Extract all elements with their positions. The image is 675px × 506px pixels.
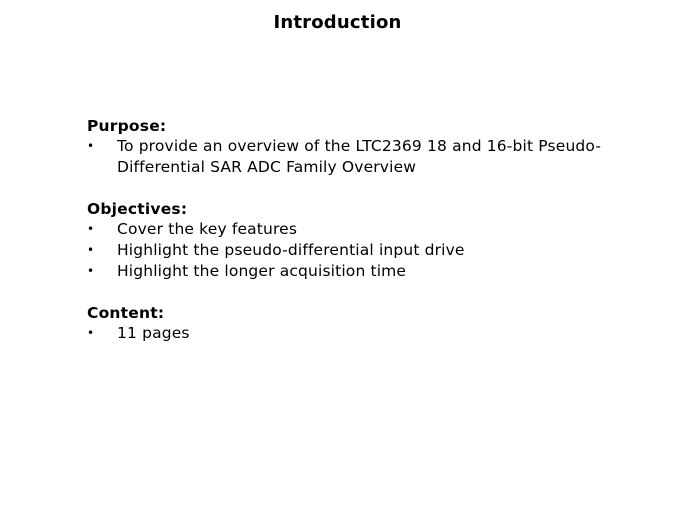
bullet-icon: • [87, 243, 95, 257]
content-section [87, 303, 647, 344]
objectives-section [87, 199, 647, 282]
objectives-heading: Objectives: [87, 200, 188, 218]
list-item-text: Highlight the longer acquisition time [117, 262, 407, 280]
slide-body [87, 116, 647, 365]
content-heading: Content: [87, 304, 165, 322]
list-item [87, 261, 647, 282]
bullet-icon: • [87, 264, 95, 278]
bullet-icon: • [87, 326, 95, 340]
list-item-text: 11 pages [117, 324, 190, 342]
purpose-heading: Purpose: [87, 117, 167, 135]
list-item [87, 323, 647, 344]
list-item [87, 240, 647, 261]
list-item [87, 136, 647, 178]
bullet-icon: • [87, 222, 95, 236]
list-item-text: Cover the key features [117, 220, 298, 238]
objectives-list [87, 219, 647, 282]
list-item-text: To provide an overview of the LTC2369 18 and 16-bit Pseudo-Differential SAR ADC Family Overview [117, 137, 602, 176]
page-title: Introduction [273, 12, 402, 33]
purpose-section [87, 116, 647, 178]
list-item-text: Highlight the pseudo-differential input drive [117, 241, 465, 259]
bullet-icon: • [87, 139, 95, 153]
content-list [87, 323, 647, 344]
purpose-list [87, 136, 647, 178]
list-item [87, 219, 647, 240]
